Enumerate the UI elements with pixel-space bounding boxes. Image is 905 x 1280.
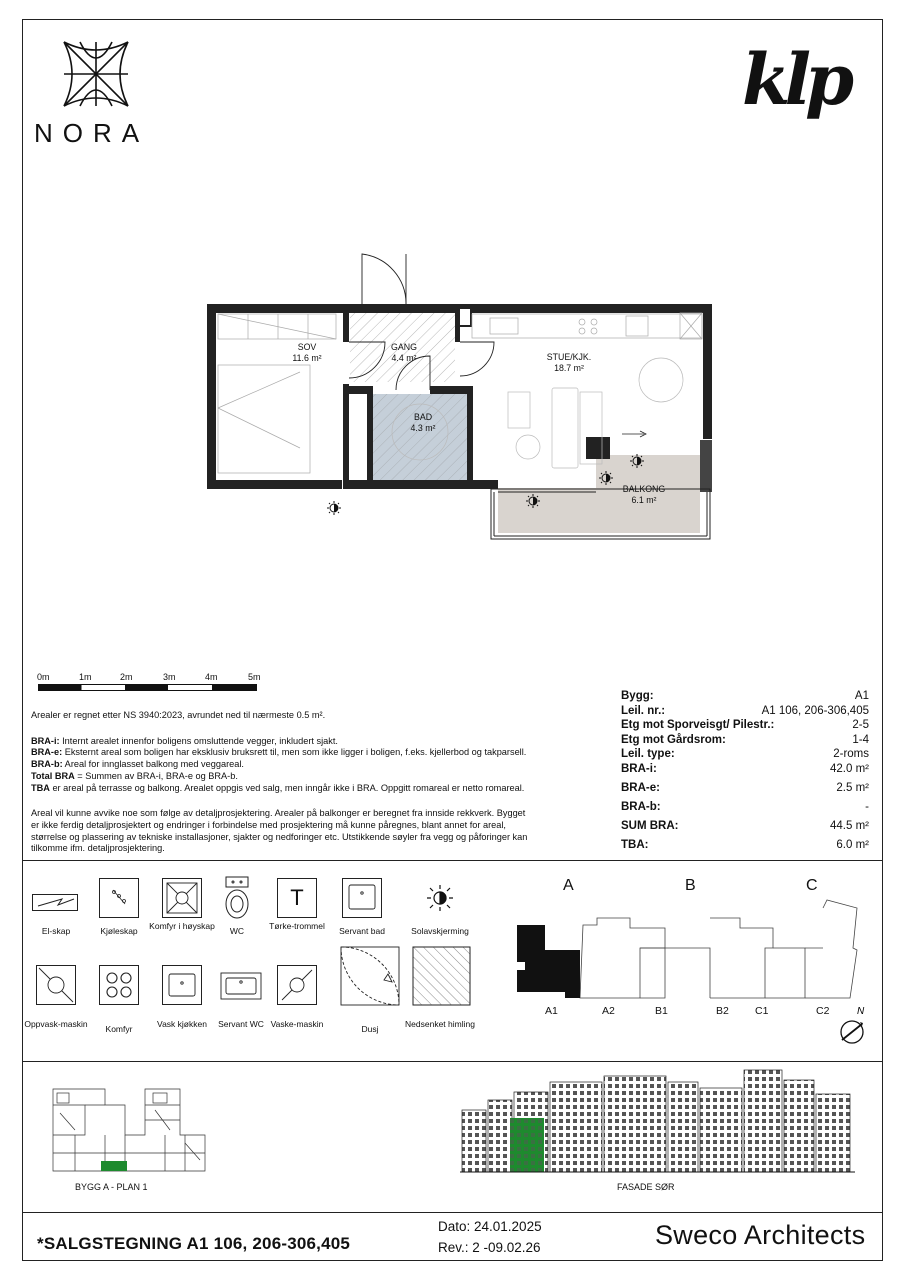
scale-label: 2m <box>120 672 133 682</box>
legend-label: Oppvask-maskin <box>24 1019 88 1029</box>
balcony-fill <box>498 488 700 533</box>
wall-south-bad <box>343 480 498 489</box>
room-sov-area: 11.6 m² <box>292 353 322 363</box>
def-bra-b: BRA-b: Areal for innglasset balkong med veggareal. <box>31 759 244 770</box>
divider-footer <box>22 1212 883 1213</box>
nora-wordmark: NORA <box>34 118 150 148</box>
unit-label: C2 <box>816 1005 830 1017</box>
plan-thumbnail-highlight <box>101 1161 127 1171</box>
unit-label: C1 <box>755 1005 769 1017</box>
scale-label: 4m <box>205 672 218 682</box>
sheet-date: Dato: 24.01.2025 <box>438 1219 542 1234</box>
block-label-b: B <box>685 877 696 894</box>
wall-bad-east <box>467 386 473 484</box>
block-label-c: C <box>806 877 818 894</box>
legend-label: Servant WC <box>218 1019 264 1029</box>
room-bad-area: 4.3 m² <box>410 423 436 433</box>
info-row: BRA-e: 2.5 m² <box>621 781 869 794</box>
room-stue-name: STUE/KJK. <box>546 352 592 362</box>
bad-ceiling-hatch <box>373 394 467 481</box>
plan-thumbnail-label: BYGG A - PLAN 1 <box>75 1182 148 1192</box>
chair <box>508 392 530 428</box>
key-plan <box>505 870 875 1055</box>
room-sov-name: SOV <box>297 342 317 352</box>
disclaimer-line: Areal vil kunne avvike noe som følge av detaljprosjektering. Arealer på balkonger er beregnet fra innside rekkverk. Bygget <box>31 808 526 819</box>
notes-intro: Arealer er regnet etter NS 3940:2023, avrundet ned til nærmeste 0.5 m². <box>31 710 326 720</box>
legend-label: Servant bad <box>339 926 385 936</box>
room-balkong-name: BALKONG <box>622 484 666 494</box>
legend-label: Vask kjøkken <box>157 1019 207 1029</box>
keyplan-a1-highlight <box>517 925 580 998</box>
kitchen-counter <box>472 314 702 338</box>
wall-east-lower <box>700 440 712 492</box>
vask-kjokken-icon <box>162 965 202 1005</box>
entry-door-swing <box>362 254 406 304</box>
legend-label: Vaske-maskin <box>270 1019 324 1029</box>
unit-label: B1 <box>655 1005 668 1017</box>
north-arrow-icon <box>841 1021 863 1043</box>
nedsenket-himling-icon <box>412 946 472 1008</box>
def-bra-e: BRA-e: Eksternt areal som boligen har eksklusiv bruksrett til, men som ikke ligger i boligen, f.eks. kjellerbod og takparsell. <box>31 747 527 758</box>
wall-sov-gang-2 <box>343 384 349 480</box>
unit-label: A2 <box>602 1005 615 1017</box>
servant-wc-icon <box>220 972 262 1002</box>
room-gang-area: 4.4 m² <box>391 353 417 363</box>
def-tba: TBA er areal på terrasse og balkong. Arealet oppgis ved salg, men inngår ikke i BRA. Oppgitt romareal er netto romareal. <box>31 782 525 793</box>
info-row: Leil. type: 2-roms <box>621 748 869 760</box>
info-row: BRA-b: - <box>621 800 869 813</box>
info-row: Leil. nr.: A1 106, 206-306,405 <box>621 704 869 717</box>
def-bra-i: BRA-i: Internt arealet innenfor boligens omsluttende vegger, inkludert sjakt. <box>31 735 338 746</box>
side-table <box>516 435 540 459</box>
legend-label: Komfyr i høyskap <box>149 921 215 931</box>
unit-info-table <box>621 690 869 858</box>
stue-door-swing <box>460 342 494 376</box>
scale-label: 5m <box>248 672 261 682</box>
torketrommel-icon: T <box>277 878 317 918</box>
room-gang-name: GANG <box>391 342 417 352</box>
klp-logo: klp <box>742 38 849 121</box>
unit-label: B2 <box>716 1005 729 1017</box>
info-row: SUM BRA: 44.5 m² <box>621 819 869 832</box>
facade-thumbnail <box>460 1062 855 1177</box>
wall-gang-stue <box>455 312 460 342</box>
shaft <box>459 308 471 326</box>
wall-bad-west <box>367 386 373 484</box>
dusj-icon <box>340 946 402 1008</box>
room-stue-area: 18.7 m² <box>554 363 584 373</box>
komfyr-icon <box>99 965 139 1005</box>
wall-east <box>703 304 712 439</box>
legend-label: Kjøleskap <box>100 926 138 936</box>
bed <box>218 365 310 473</box>
scale-label: 1m <box>79 672 92 682</box>
info-row: TBA: 6.0 m² <box>621 838 869 851</box>
komfyr-hoyskap-icon <box>162 878 202 918</box>
legend-label: Nedsenket himling <box>405 1019 475 1029</box>
sheet-revision: Rev.: 2 -09.02.26 <box>438 1240 541 1255</box>
oppvaskmaskin-icon <box>36 965 76 1005</box>
scale-label: 3m <box>163 672 176 682</box>
legend-label: Dusj <box>361 1024 379 1034</box>
scale-label: 0m <box>37 672 50 682</box>
wc-icon <box>222 876 252 920</box>
def-total-bra: Total BRA = Summen av BRA-i, BRA-e og BRA-b. <box>31 770 238 781</box>
info-row: BRA-i: 42.0 m² <box>621 762 869 775</box>
disclaimer-line: størrelse og plassering av tekniske installasjoner, sjakter og nedforinger etc. Utstikkende søyler fra vegg og påforinger kan <box>31 831 528 842</box>
vaskemaskin-icon <box>277 965 317 1005</box>
el-skap-icon <box>32 890 80 916</box>
block-label-a: A <box>563 877 574 894</box>
plan-thumbnail <box>45 1085 215 1175</box>
facade-thumbnail-label: FASADE SØR <box>617 1182 675 1192</box>
sheet-title: *SALGSTEGNING A1 106, 206-306,405 <box>37 1234 351 1253</box>
legend-label: El-skap <box>41 926 71 936</box>
wall-bad-north-2 <box>430 386 472 394</box>
unit-label: A1 <box>545 1005 558 1017</box>
servant-bad-icon <box>342 878 382 918</box>
area-notes <box>31 710 599 855</box>
wall-west <box>207 304 216 489</box>
wall-sov-gang-1 <box>343 312 349 342</box>
column-balcony <box>586 437 610 459</box>
kjoleskap-icon <box>99 878 139 918</box>
disclaimer-line: er ikke ferdig detaljprosjektert og endringer i forbindelse med prosjektering må kunne påregnes, blant annet for areal, <box>31 819 506 830</box>
wall-south-sov <box>207 480 342 489</box>
sofa <box>552 388 578 468</box>
info-row: Bygg: A1 <box>621 690 869 702</box>
info-row: Etg mot Sporveisgt/ Pilestr.: 2-5 <box>621 719 869 731</box>
architect-name: Sweco Architects <box>655 1220 866 1250</box>
info-row: Etg mot Gårdsrom: 1-4 <box>621 733 869 746</box>
north-label: N <box>857 1006 865 1017</box>
legend-label: Komfyr <box>105 1024 133 1034</box>
disclaimer-line: tilkomme ifm. detaljprosjektering. <box>31 843 165 854</box>
scale-bar <box>38 684 258 692</box>
legend-label: Tørke-trommel <box>269 921 325 931</box>
legend-label: Solavskjerming <box>411 926 469 936</box>
divider-legend <box>22 860 883 861</box>
room-bad-name: BAD <box>413 412 433 422</box>
room-balkong-area: 6.1 m² <box>631 495 657 505</box>
dining-table <box>639 358 683 402</box>
legend-label: WC <box>229 926 245 936</box>
solavskjerming-icon <box>425 883 455 913</box>
